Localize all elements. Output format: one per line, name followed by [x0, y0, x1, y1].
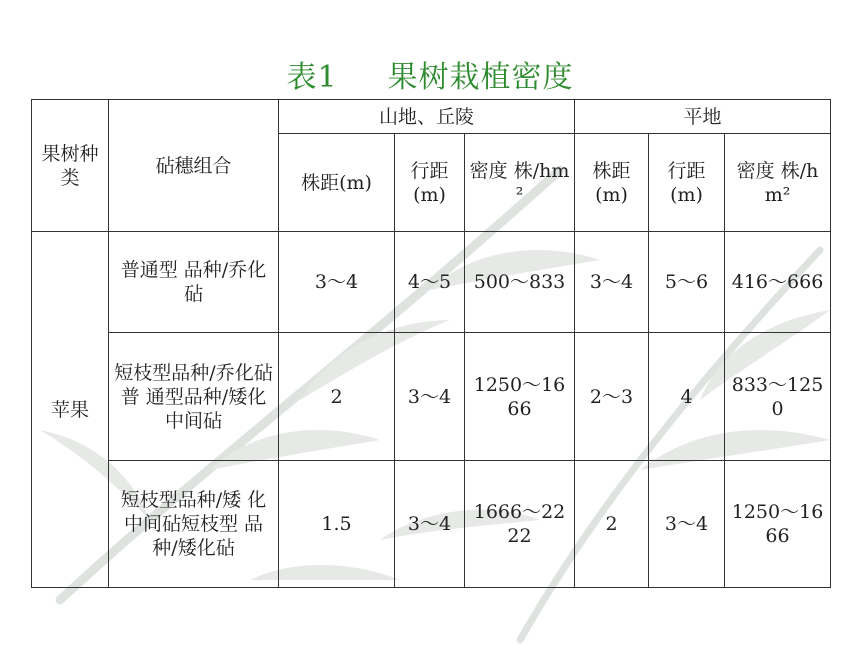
header-flat-plant-spacing: 株距(m)	[575, 134, 649, 232]
fruit-cell: 苹果	[32, 232, 109, 588]
flat-row-cell: 4	[649, 333, 725, 461]
mountain-density-cell: 1666～2222	[465, 461, 575, 588]
table-title	[0, 52, 860, 96]
planting-density-table	[31, 99, 831, 588]
header-flat-group: 平地	[575, 100, 831, 134]
header-mountain-plant-spacing: 株距(m)	[279, 134, 395, 232]
flat-plant-cell: 2～3	[575, 333, 649, 461]
header-mountain-density: 密度 株/hm²	[465, 134, 575, 232]
mountain-row-cell: 4～5	[395, 232, 465, 333]
header-rootstock-combo: 砧穗组合	[109, 100, 279, 232]
header-row-groups	[32, 100, 831, 134]
title-text: 果树栽植密度	[387, 60, 574, 95]
table-row	[32, 461, 831, 588]
mountain-row-cell: 3～4	[395, 333, 465, 461]
combo-cell: 短枝型品种/矮 化中间砧短枝型 品种/矮化砧	[109, 461, 279, 588]
mountain-density-cell: 1250～1666	[465, 333, 575, 461]
flat-density-cell: 1250～1666	[725, 461, 831, 588]
table-row	[32, 232, 831, 333]
header-flat-row-spacing: 行距(m)	[649, 134, 725, 232]
header-fruit-type: 果树种类	[32, 100, 109, 232]
mountain-row-cell: 3～4	[395, 461, 465, 588]
flat-row-cell: 3～4	[649, 461, 725, 588]
mountain-plant-cell: 2	[279, 333, 395, 461]
flat-row-cell: 5～6	[649, 232, 725, 333]
table-row	[32, 333, 831, 461]
header-mountain-group: 山地、丘陵	[279, 100, 575, 134]
mountain-density-cell: 500～833	[465, 232, 575, 333]
mountain-plant-cell: 1.5	[279, 461, 395, 588]
mountain-plant-cell: 3～4	[279, 232, 395, 333]
header-mountain-row-spacing: 行距(m)	[395, 134, 465, 232]
flat-plant-cell: 2	[575, 461, 649, 588]
combo-cell: 短枝型品种/乔化砧普 通型品种/矮化中间砧	[109, 333, 279, 461]
flat-plant-cell: 3～4	[575, 232, 649, 333]
flat-density-cell: 416～666	[725, 232, 831, 333]
table-number: 表1	[286, 60, 338, 95]
header-flat-density: 密度 株/hm²	[725, 134, 831, 232]
flat-density-cell: 833～1250	[725, 333, 831, 461]
combo-cell: 普通型 品种/乔化砧	[109, 232, 279, 333]
